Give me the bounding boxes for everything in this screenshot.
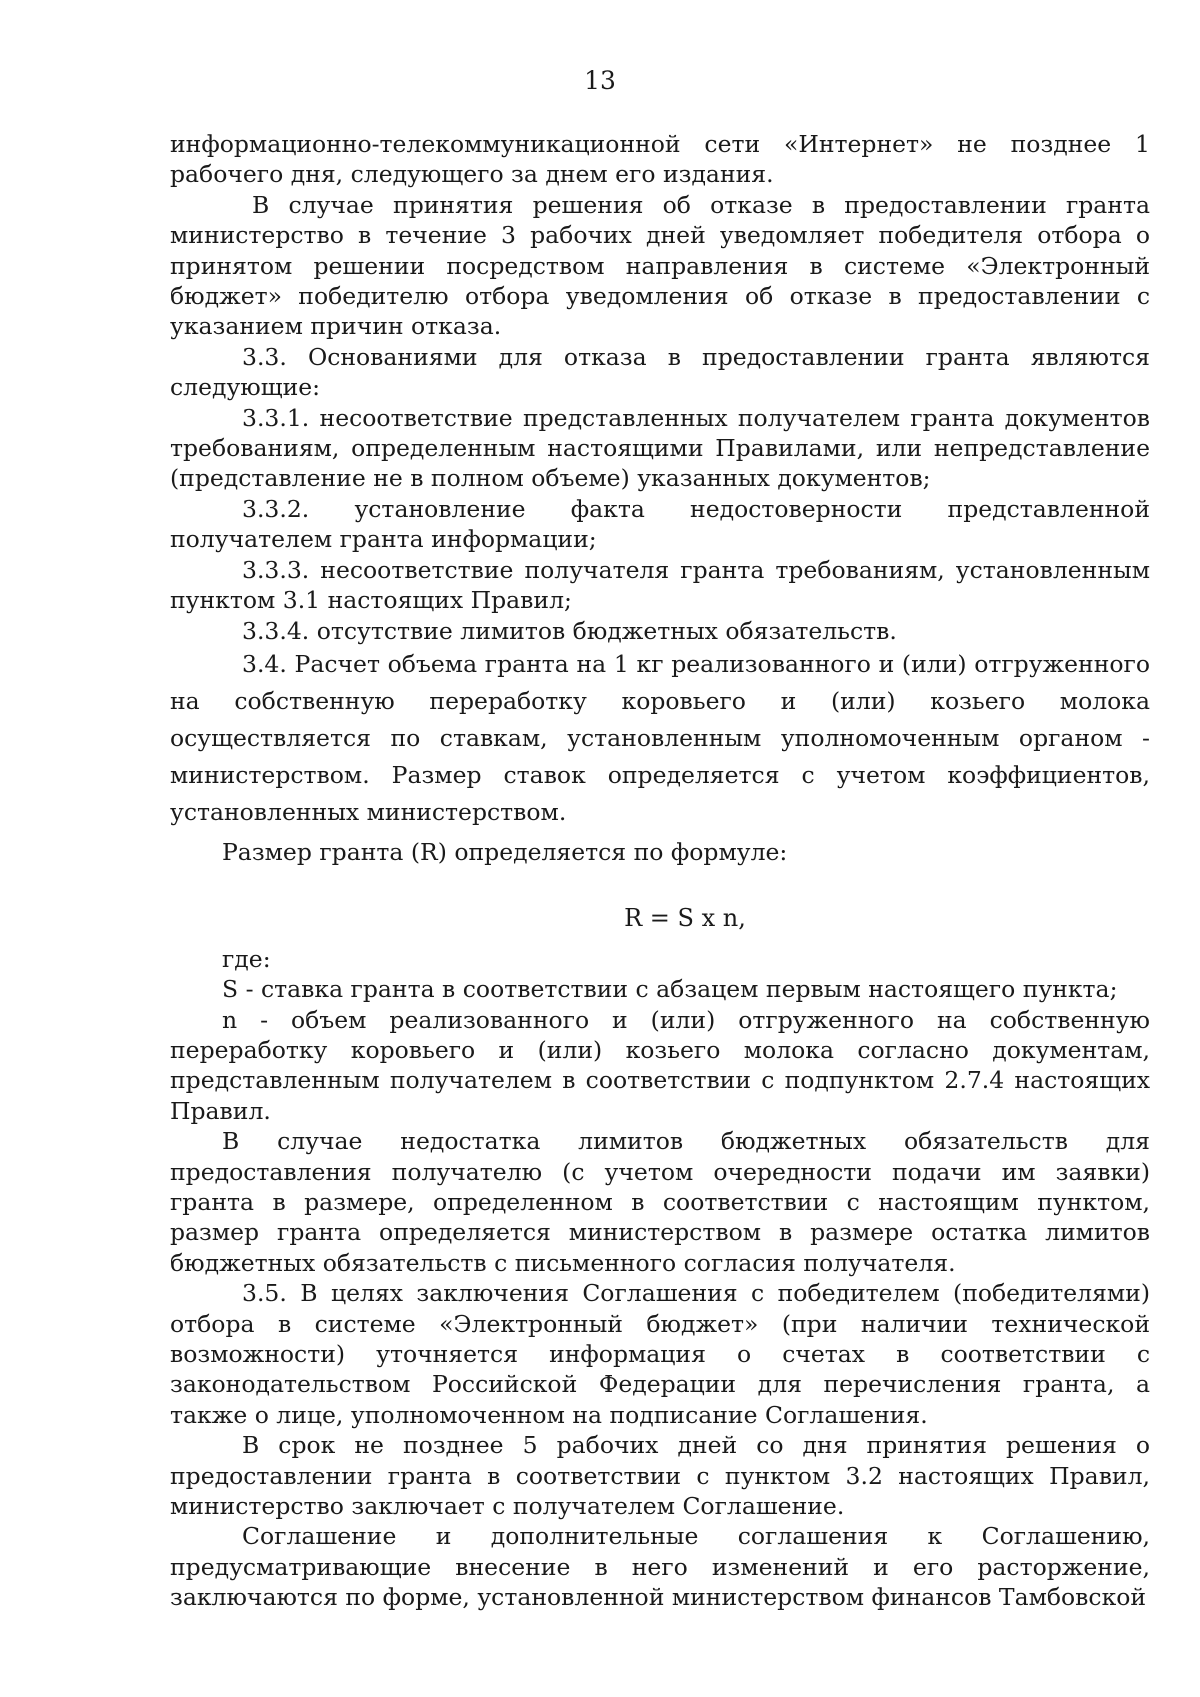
paragraph: 3.3.4. отсутствие лимитов бюджетных обязательств. bbox=[242, 616, 897, 645]
paragraph: В срок не позднее 5 рабочих дней со дня принятия решения о предоставлении гранта в соответствии с пунктом 3.2 настоящих Правил, министерство заключает с получателем Соглашение. bbox=[170, 1431, 1150, 1521]
paragraph: информационно-телекоммуникационной сети «Интернет» не позднее 1 рабочего дня, следующего за днем его издания. bbox=[170, 130, 1150, 189]
paragraph: 3.3.2. установление факта недостоверности представленной получателем гранта информации; bbox=[170, 494, 1150, 554]
paragraph: Соглашение и дополнительные соглашения к Соглашению, предусматривающие внесение в него изменений и его расторжение, заключаются по форме, установленной министерством финансов Тамбовской bbox=[170, 1522, 1150, 1612]
paragraph: 3.3.1. несоответствие представленных получателем гранта документов требованиям, определенным настоящими Правилами, или непредставление (представление не в полном объеме) указанных документов; bbox=[170, 403, 1150, 493]
paragraph: Размер гранта (R) определяется по формуле: bbox=[222, 837, 788, 866]
formula: R = S x n, bbox=[624, 904, 746, 933]
document-body bbox=[170, 129, 1150, 1613]
paragraph: В случае принятия решения об отказе в предоставлении гранта министерство в течение 3 рабочих дней уведомляет победителя отбора о принятом решении посредством направления в системе «Электронный бюджет» победителю отбора уведомления об отказе в предоставлении с указанием причин отказа. bbox=[170, 190, 1150, 341]
paragraph: где: bbox=[222, 944, 271, 973]
paragraph: n - объем реализованного и (или) отгруженного на собственную переработку коровьего и (или) козьего молока согласно документам, представленным получателем в соответствии с подпунктом 2.7.4 настоящих Правил. bbox=[170, 1005, 1150, 1125]
paragraph: S - ставка гранта в соответствии с абзацем первым настоящего пункта; bbox=[222, 975, 1118, 1004]
paragraph: 3.5. В целях заключения Соглашения с победителем (победителями) отбора в системе «Электронный бюджет» (при наличии технической возможности) уточняется информация о счетах в соответствии с законодательством Российской Федерации для перечисления гранта, а также о лице, уполномоченном на подписание Соглашения. bbox=[170, 1279, 1150, 1429]
paragraph: 3.4. Расчет объема гранта на 1 кг реализованного и (или) отгруженного на собственную переработку коровьего и (или) козьего молока осуществляется по ставкам, установленным уполномоченным органом - министерством. Размер ставок определяется с учетом коэффициентов, установленных министерством. bbox=[170, 649, 1150, 826]
paragraph: 3.3. Основаниями для отказа в предоставлении гранта являются следующие: bbox=[170, 342, 1150, 402]
paragraph: В случае недостатка лимитов бюджетных обязательств для предоставления получателю (с учетом очередности подачи им заявки) гранта в размере, определенном в соответствии с настоящим пунктом, размер гранта определяется министерством в размере остатка лимитов бюджетных обязательств с письменного согласия получателя. bbox=[170, 1127, 1150, 1277]
page-number: 13 bbox=[584, 66, 616, 95]
paragraph: 3.3.3. несоответствие получателя гранта требованиям, установленным пунктом 3.1 настоящих Правил; bbox=[170, 555, 1150, 615]
